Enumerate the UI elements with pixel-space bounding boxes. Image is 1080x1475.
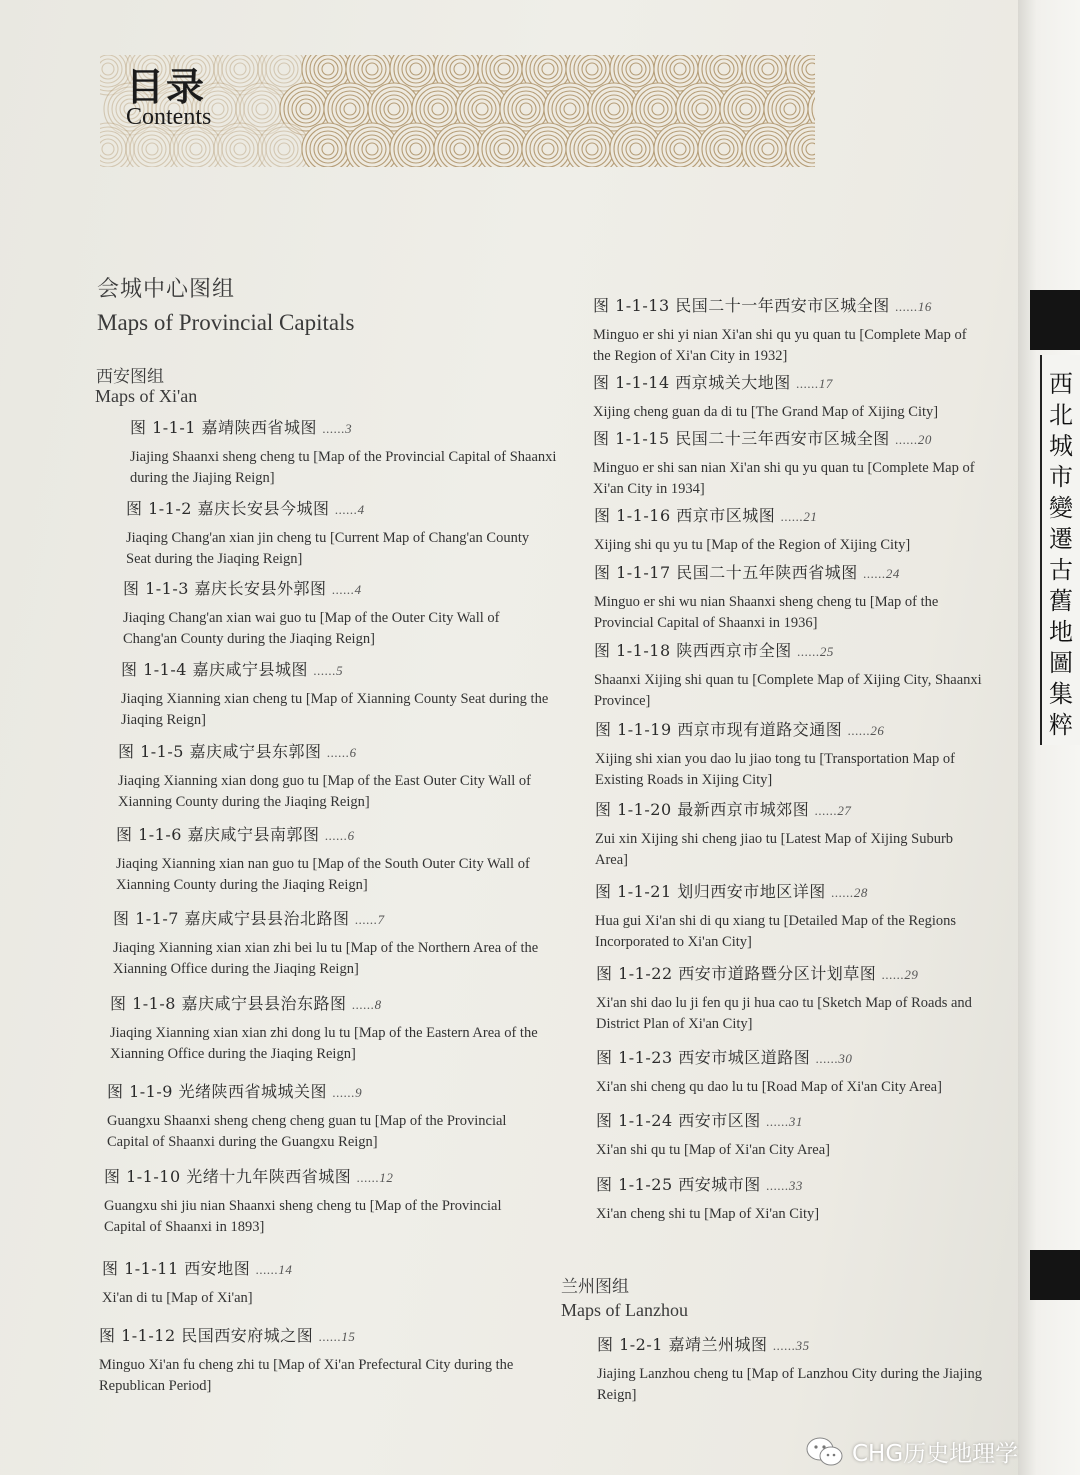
toc-entry	[595, 879, 985, 953]
entry-page-number: ......8	[352, 997, 382, 1012]
spine-char: 北	[1049, 401, 1073, 429]
entry-title: 图 1-1-24 西安市区图	[596, 1111, 761, 1130]
entry-description: Jiaqing Xianning xian xian zhi dong lu tu [Map of the Eastern Area of the Xianning Office during the Jiaqing Reign]	[110, 1025, 538, 1062]
toc-entry	[596, 1045, 986, 1098]
watermark	[806, 1435, 1018, 1468]
wechat-icon	[806, 1436, 844, 1468]
entry-page-number: ......15	[318, 1329, 356, 1344]
entry-title: 图 1-1-6 嘉庆咸宁县南郭图	[116, 825, 320, 844]
entry-description: Jiajing Lanzhou cheng tu [Map of Lanzhou City during the Jiajing Reign]	[597, 1366, 982, 1403]
entry-description: Minguo Xi'an fu cheng zhi tu [Map of Xi'an Prefectural City during the Republican Period]	[99, 1357, 514, 1394]
entry-page-number: ......21	[780, 509, 818, 524]
entry-page-number: ......35	[773, 1338, 810, 1353]
entry-title-line	[121, 657, 551, 680]
entry-title-line	[102, 1256, 532, 1279]
entry-title: 图 1-1-25 西安城市图	[596, 1175, 761, 1194]
toc-entry	[594, 503, 984, 556]
toc-entry	[596, 961, 986, 1035]
entry-title-line	[596, 961, 986, 984]
entry-title: 图 1-1-4 嘉庆咸宁县城图	[121, 660, 309, 679]
entry-page-number: ......33	[766, 1178, 803, 1193]
entry-title-line	[593, 426, 983, 449]
watermark-text: CHG历史地理学	[852, 1441, 1019, 1467]
toc-entry	[594, 638, 984, 712]
entry-description: Xijing shi xian you dao lu jiao tong tu [Transportation Map of Existing Roads in Xijing City]	[595, 751, 955, 788]
toc-entry	[597, 1332, 987, 1406]
spine-char: 西	[1049, 370, 1073, 398]
entry-description: Guangxu shi jiu nian Shaanxi sheng cheng tu [Map of the Provincial Capital of Shaanxi in 1893]	[104, 1198, 502, 1235]
entry-title-line	[123, 576, 553, 599]
entry-title-line	[593, 370, 983, 393]
entry-description: Jiaqing Xianning xian xian zhi bei lu tu [Map of the Northern Area of the Xianning Office during the Jiaqing Reign]	[113, 940, 539, 977]
entry-page-number: ......24	[863, 566, 900, 581]
entry-title: 图 1-1-23 西安市城区道路图	[596, 1048, 811, 1067]
entry-title-line	[597, 1332, 987, 1355]
entry-description: Minguo er shi san nian Xi'an shi qu yu quan tu [Complete Map of Xi'an City in 1934]	[593, 460, 975, 497]
toc-entry	[130, 415, 560, 489]
entry-title: 图 1-1-10 光绪十九年陕西省城图	[104, 1167, 352, 1186]
entry-page-number: ......9	[332, 1085, 363, 1100]
entry-title-line	[126, 496, 556, 519]
entry-title: 图 1-1-15 民国二十三年西安市区城全图	[593, 429, 890, 448]
entry-page-number: ......16	[895, 299, 932, 314]
toc-entry	[596, 1172, 986, 1225]
edge-black-bar-top	[1030, 290, 1080, 350]
entry-page-number: ......7	[355, 912, 385, 927]
entry-title-line	[118, 739, 548, 762]
entry-description: Hua gui Xi'an shi di qu xiang tu [Detailed Map of the Regions Incorporated to Xi'an City]	[595, 913, 957, 950]
spine-book-title	[1040, 355, 1080, 745]
entry-title-line	[593, 293, 983, 316]
entry-title: 图 1-1-12 民国西安府城之图	[99, 1326, 314, 1345]
entry-title-line	[595, 717, 985, 740]
entry-page-number: ......29	[881, 967, 919, 982]
entry-title: 图 1-1-19 西京市现有道路交通图	[595, 720, 843, 739]
toc-entry	[113, 906, 543, 980]
toc-entry	[99, 1323, 529, 1397]
toc-entry	[593, 426, 983, 500]
entry-page-number: ......6	[325, 828, 355, 843]
entry-page-number: ......31	[766, 1114, 803, 1129]
entry-title-line	[594, 560, 984, 583]
entry-title: 图 1-1-9 光绪陕西省城城关图	[107, 1082, 328, 1101]
entry-page-number: ......20	[895, 432, 932, 447]
entry-title-line	[110, 991, 540, 1014]
entry-description: Xi'an shi qu tu [Map of Xi'an City Area]	[596, 1142, 830, 1158]
entry-title-line	[594, 638, 984, 661]
entry-page-number: ......6	[327, 745, 357, 760]
entry-page-number: ......17	[796, 376, 833, 391]
entry-description: Xi'an cheng shi tu [Map of Xi'an City]	[596, 1206, 820, 1222]
entry-page-number: ......4	[332, 582, 362, 597]
entry-description: Minguo er shi wu nian Shaanxi sheng cheng tu [Map of the Provincial Capital of Shaanxi in 1936]	[594, 594, 939, 631]
entry-description: Shaanxi Xijing shi quan tu [Complete Map of Xijing City, Shaanxi Province]	[594, 672, 982, 709]
spine-char: 市	[1049, 463, 1073, 491]
entry-title: 图 1-1-21 划归西安市地区详图	[595, 882, 826, 901]
entry-title-line	[99, 1323, 529, 1346]
entry-title: 图 1-1-3 嘉庆长安县外郭图	[123, 579, 327, 598]
spine-char: 變	[1049, 494, 1073, 522]
entry-title: 图 1-1-16 西京市区城图	[594, 506, 776, 525]
entry-title-line	[104, 1164, 534, 1187]
entry-page-number: ......12	[356, 1170, 394, 1185]
entry-page-number: ......30	[815, 1051, 853, 1066]
entry-page-number: ......4	[335, 502, 365, 517]
toc-entry	[126, 496, 556, 570]
entry-title-line	[596, 1172, 986, 1195]
entry-description: Jiaqing Chang'an xian jin cheng tu [Current Map of Chang'an County Seat during the Jiaqing Reign]	[126, 530, 530, 567]
spine-char: 粹	[1049, 711, 1073, 739]
page-title-en: Contents	[126, 104, 212, 130]
toc-entry	[107, 1079, 537, 1153]
entry-page-number: ......5	[313, 663, 344, 678]
edge-black-bar-bottom	[1030, 1250, 1080, 1300]
entry-title-line	[116, 822, 546, 845]
toc-entry	[594, 560, 984, 634]
entry-page-number: ......28	[831, 885, 868, 900]
entry-title: 图 1-1-11 西安地图	[102, 1259, 251, 1278]
group-title-lanzhou-en: Maps of Lanzhou	[561, 1300, 688, 1320]
toc-entry	[595, 797, 985, 871]
entry-title: 图 1-1-20 最新西京市城郊图	[595, 800, 810, 819]
toc-entry	[116, 822, 546, 896]
entry-title: 图 1-1-17 民国二十五年陕西省城图	[594, 563, 858, 582]
entry-page-number: ......25	[797, 644, 834, 659]
toc-entry	[596, 1108, 986, 1161]
entry-title-line	[107, 1079, 537, 1102]
entry-title: 图 1-1-2 嘉庆长安县今城图	[126, 499, 330, 518]
spine-char: 圖	[1049, 649, 1073, 677]
entry-description: Jiaqing Xianning xian dong guo tu [Map of the East Outer City Wall of Xianning County during the Jiaqing Reign]	[118, 773, 531, 810]
entry-description: Xi'an shi dao lu ji fen qu ji hua cao tu [Sketch Map of Roads and District Plan of Xi'an City]	[596, 995, 972, 1032]
group-title-xian-en: Maps of Xi'an	[95, 386, 198, 406]
spine-char: 舊	[1049, 587, 1073, 615]
toc-entry	[593, 370, 983, 423]
entry-title-line	[113, 906, 543, 929]
entry-title: 图 1-1-13 民国二十一年西安市区城全图	[593, 296, 890, 315]
entry-page-number: ......27	[814, 803, 852, 818]
entry-title: 图 1-2-1 嘉靖兰州城图	[597, 1335, 768, 1354]
toc-entry	[104, 1164, 534, 1238]
spine-char: 集	[1049, 680, 1073, 708]
entry-title: 图 1-1-18 陕西西京市全图	[594, 641, 792, 660]
entry-page-number: ......14	[255, 1262, 293, 1277]
spine-char: 城	[1049, 432, 1073, 460]
entry-title: 图 1-1-7 嘉庆咸宁县县治北路图	[113, 909, 350, 928]
entry-title-line	[596, 1045, 986, 1068]
group-title-lanzhou-cn: 兰州图组	[561, 1277, 629, 1297]
spine-char: 古	[1049, 556, 1073, 584]
entry-title-line	[596, 1108, 986, 1131]
entry-description: Minguo er shi yi nian Xi'an shi qu yu quan tu [Complete Map of the Region of Xi'an City in 1932]	[593, 327, 967, 364]
entry-title-line	[130, 415, 560, 438]
entry-title-line	[594, 503, 984, 526]
entry-description: Jiaqing Xianning xian cheng tu [Map of Xianning County Seat during the Jiaqing Reign]	[121, 691, 549, 728]
entry-title: 图 1-1-8 嘉庆咸宁县县治东路图	[110, 994, 347, 1013]
toc-entry	[121, 657, 551, 731]
page-title-cn: 目录	[126, 65, 207, 109]
entry-description: Xi'an di tu [Map of Xi'an]	[102, 1290, 253, 1306]
toc-entry	[595, 717, 985, 791]
entry-description: Xijing cheng guan da di tu [The Grand Map of Xijing City]	[593, 404, 939, 420]
entry-description: Jiaqing Xianning xian nan guo tu [Map of the South Outer City Wall of Xianning County during the Jiaqing Reign]	[116, 856, 530, 893]
entry-description: Zui xin Xijing shi cheng jiao tu [Latest Map of Xijing Suburb Area]	[595, 831, 954, 868]
spine-char: 地	[1049, 618, 1073, 646]
spine-char: 遷	[1049, 525, 1073, 553]
entry-page-number: ......26	[847, 723, 885, 738]
toc-entry	[102, 1256, 532, 1309]
entry-description: Jiaqing Chang'an xian wai guo tu [Map of the Outer City Wall of Chang'an County during the Jiaqing Reign]	[123, 610, 500, 647]
entry-title: 图 1-1-22 西安市道路暨分区计划草图	[596, 964, 877, 983]
entry-description: Xi'an shi cheng qu dao lu tu [Road Map of Xi'an City Area]	[596, 1079, 942, 1095]
group-title-xian-cn: 西安图组	[96, 367, 164, 387]
toc-entry	[123, 576, 553, 650]
entry-title-line	[595, 879, 985, 902]
entry-description: Guangxu Shaanxi sheng cheng cheng guan tu [Map of the Provincial Capital of Shaanxi during the Guangxu Reign]	[107, 1113, 507, 1150]
entry-title: 图 1-1-14 西京城关大地图	[593, 373, 791, 392]
entry-description: Jiajing Shaanxi sheng cheng tu [Map of the Provincial Capital of Shaanxi during the Jiajing Reign]	[130, 449, 557, 486]
section-title-en: Maps of Provincial Capitals	[97, 310, 355, 335]
section-title-cn: 会城中心图组	[97, 277, 236, 302]
entry-page-number: ......3	[322, 421, 353, 436]
toc-entry	[118, 739, 548, 813]
toc-entry	[593, 293, 983, 367]
entry-title-line	[595, 797, 985, 820]
toc-entry	[110, 991, 540, 1065]
entry-description: Xijing shi qu yu tu [Map of the Region of Xijing City]	[594, 537, 911, 553]
entry-title: 图 1-1-5 嘉庆咸宁县东郭图	[118, 742, 322, 761]
entry-title: 图 1-1-1 嘉靖陕西省城图	[130, 418, 318, 437]
